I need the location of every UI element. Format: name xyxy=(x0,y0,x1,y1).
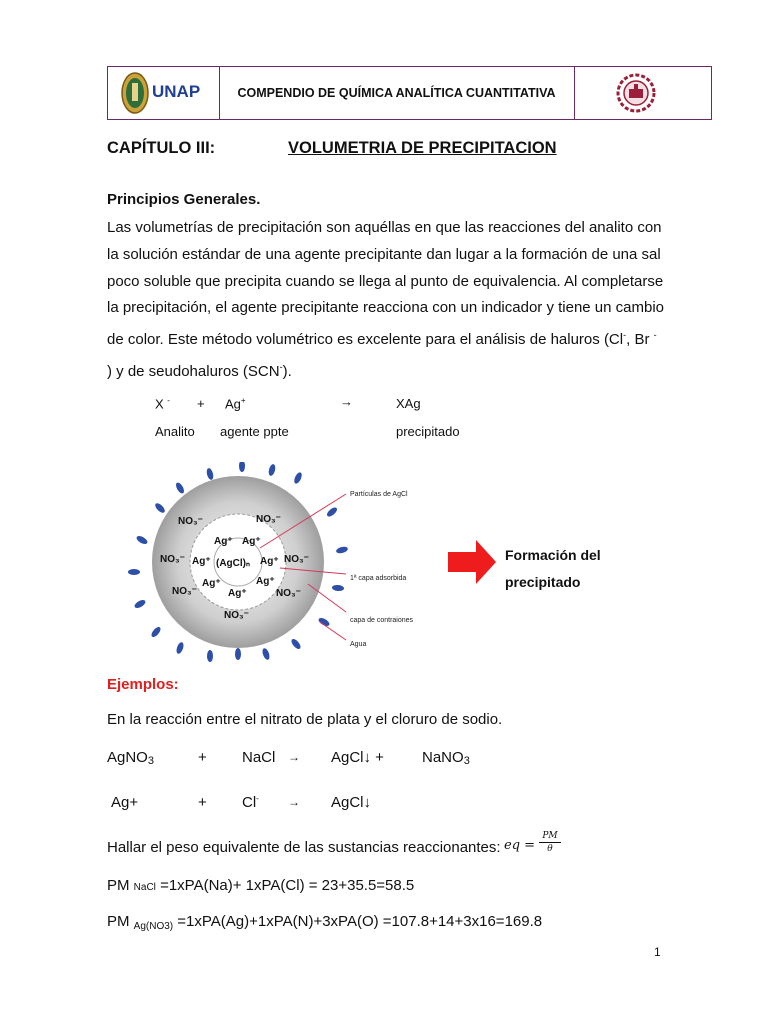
page-header xyxy=(107,66,712,120)
paragraph-line: ) y de seudohaluros (SCN-). xyxy=(107,361,292,380)
paragraph-line: Las volumetrías de precipitación son aquéllas en que las reacciones del analito con xyxy=(107,219,662,236)
chapter-label: CAPÍTULO III: xyxy=(107,139,216,157)
ion-label: NO₃⁻ xyxy=(224,610,249,621)
formula-fraction xyxy=(539,830,561,855)
eq1-plus: + xyxy=(198,749,207,766)
principles-paragraph xyxy=(107,215,667,386)
ion-label: Ag⁺ xyxy=(242,536,261,547)
section-heading: Principios Generales. xyxy=(107,191,261,208)
eq2-reactant1: Ag+ xyxy=(111,794,139,811)
reaction-plus: + xyxy=(197,396,205,411)
ion-label: NO₃⁻ xyxy=(172,586,197,597)
formula-numerator: PM xyxy=(539,830,561,843)
eq1-product2: NaNO$_3$ xyxy=(422,749,470,767)
pm-nacl-line: PM NaCl =1xPA(Na)+ 1xPA(Cl) = 23+35.5=58.5 xyxy=(107,877,415,894)
eq1-reactant1: AgNO$_3$ xyxy=(107,749,154,767)
faculty-emblem-icon xyxy=(616,73,656,113)
ion-label: Ag⁺ xyxy=(192,556,211,567)
ion-label: NO₃⁻ xyxy=(284,554,309,565)
university-seal-icon xyxy=(120,71,150,115)
eq2-arrow: → xyxy=(288,795,300,809)
pm-agno3-line: PM $_{Ag(NO3)}$ =1xPA(Ag)+1xPA(N)+3xPA(O) =107.8+14+3x16=169.8 xyxy=(107,913,543,932)
eq1-product1: AgCl↓ + xyxy=(331,749,384,766)
reaction-analyte: X - xyxy=(155,396,170,412)
ion-label: NO₃⁻ xyxy=(276,588,301,599)
eq2-reactant2: Cl- xyxy=(242,794,259,811)
eq2-product: AgCl↓ xyxy=(331,794,372,811)
label-product: precipitado xyxy=(396,424,460,439)
paragraph-line: de color. Este método volumétrico es excelente para el análisis de haluros (Cl-, Br - xyxy=(107,330,657,349)
ion-label: Ag⁺ xyxy=(260,556,279,567)
ion-label: Ag⁺ xyxy=(256,576,275,587)
ion-label: Ag⁺ xyxy=(202,578,221,589)
diagram-label: Agua xyxy=(350,641,367,648)
diagram-label: capa de contraiones xyxy=(350,617,414,624)
reaction-arrow: → xyxy=(340,394,353,409)
paragraph-line: la solución estándar de una agente precipitante dan lugar a la formación de una sal xyxy=(107,245,661,263)
precipitate-particle-diagram xyxy=(120,462,480,662)
diagram-label: Partículas de AgCl xyxy=(350,491,408,498)
page-number: 1 xyxy=(654,945,661,959)
eq1-arrow: → xyxy=(288,750,300,764)
examples-heading: Ejemplos: xyxy=(107,676,179,693)
core-label: (AgCl)ₙ xyxy=(216,558,250,569)
reaction-product: XAg xyxy=(396,396,421,411)
formula-lhs: eq = xyxy=(504,838,536,853)
label-analyte: Analito xyxy=(155,424,195,439)
eq2-plus: + xyxy=(198,794,207,811)
formula-denominator: θ xyxy=(547,844,553,854)
arrow-caption-line: Formación del xyxy=(505,547,601,563)
chapter-title: VOLUMETRIA DE PRECIPITACION xyxy=(288,139,557,157)
eq1-reactant2: NaCl xyxy=(242,749,276,766)
equivalent-weight-text: Hallar el peso equivalente de las sustancias reaccionantes: xyxy=(107,839,501,856)
arrow-caption-line: precipitado xyxy=(505,574,581,590)
label-agent: agente ppte xyxy=(220,424,289,439)
header-logo-cell xyxy=(108,67,220,119)
ion-label: NO₃⁻ xyxy=(256,514,281,525)
reaction-agent: Ag+ xyxy=(225,396,246,412)
red-arrow-icon xyxy=(448,540,496,584)
diagram-label: 1ª capa adsorbida xyxy=(350,575,407,582)
ion-label: Ag⁺ xyxy=(214,536,233,547)
arrow-caption xyxy=(505,542,601,596)
examples-intro: En la reacción entre el nitrato de plata y el cloruro de sodio. xyxy=(107,711,503,728)
logo-text: UNAP xyxy=(152,82,201,101)
ion-label: NO₃⁻ xyxy=(178,516,203,527)
ion-label: NO₃⁻ xyxy=(160,554,185,565)
paragraph-line: la precipitación, el agente precipitante reacciona con un indicador y tiene un cambio xyxy=(107,299,665,317)
paragraph-line: poco soluble que precipita cuando se llega al punto de equivalencia. Al completarse xyxy=(107,272,664,290)
header-title: COMPENDIO DE QUÍMICA ANALÍTICA CUANTITATIVA xyxy=(219,67,575,119)
ion-label: Ag⁺ xyxy=(228,588,247,599)
